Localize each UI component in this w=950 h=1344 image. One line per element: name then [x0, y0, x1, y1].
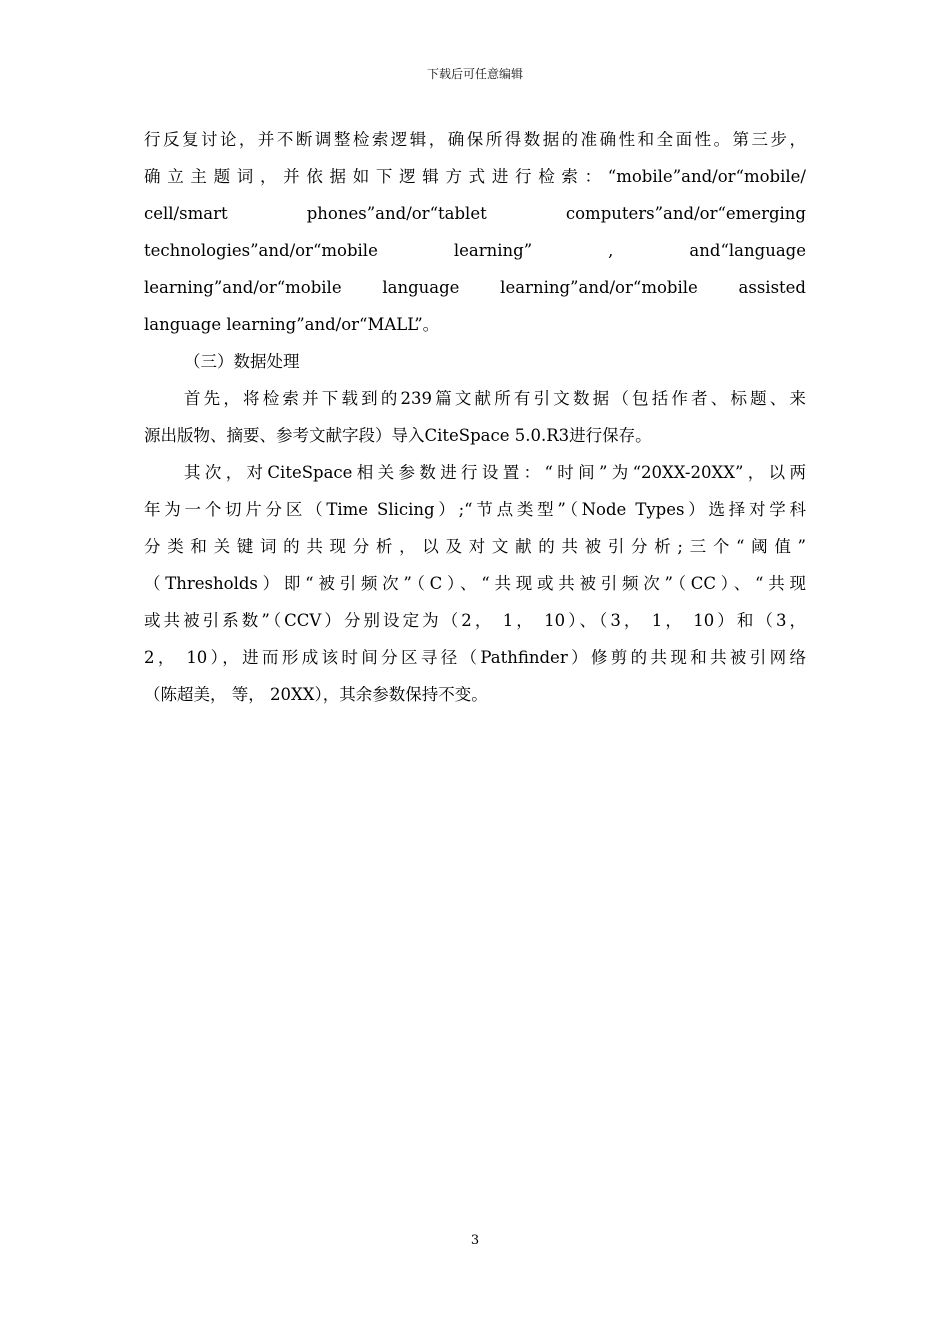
page-number: 3	[470, 1233, 480, 1248]
paragraph-line: 确立主题词，并依据如下逻辑方式进行检索：“mobile”and/or“mobile/	[144, 167, 806, 186]
paragraph-line: 首先，将检索并下载到的239篇文献所有引文数据（包括作者、标题、来	[184, 389, 806, 408]
paragraph-line: 或共被引系数”（CCV）分别设定为（2， 1， 10）、（3， 1， 10）和（3，	[144, 611, 806, 630]
paragraph-line: （Thresholds）即“被引频次”（C）、“共现或共被引频次”（CC）、“共现	[144, 574, 806, 593]
paragraph-line: 分类和关键词的共现分析，以及对文献的共被引分析;三个“阈值”	[144, 537, 806, 556]
page-header: 下载后可任意编辑	[426, 67, 523, 81]
document-body	[144, 121, 806, 713]
section-heading: （三）数据处理	[184, 352, 300, 371]
paragraph-line: （陈超美， 等， 20XX），其余参数保持不变。	[144, 685, 488, 704]
paragraph-line: 年为一个切片分区（Time Slicing）;“节点类型”（Node Types）选择对学科	[144, 500, 806, 519]
paragraph-line: learning”and/or“mobile language learning”and/or“mobile assisted	[144, 278, 806, 297]
paragraph-line: language learning”and/or“MALL”。	[144, 315, 440, 334]
paragraph-line: 行反复讨论，并不断调整检索逻辑，确保所得数据的准确性和全面性。第三步，	[144, 130, 806, 149]
paragraph-line: 2， 10），进而形成该时间分区寻径（Pathfinder）修剪的共现和共被引网络	[144, 648, 806, 667]
paragraph-line: 其次，对CiteSpace相关参数进行设置：“时间”为“20XX-20XX”，以两	[184, 463, 806, 482]
paragraph-line: 源出版物、摘要、参考文献字段）导入CiteSpace 5.0.R3进行保存。	[144, 426, 652, 445]
paragraph-line: cell/smart phones”and/or“tablet computers”and/or“emerging	[144, 204, 806, 223]
paragraph-line: technologies”and/or“mobile learning” , and“language	[144, 241, 806, 260]
